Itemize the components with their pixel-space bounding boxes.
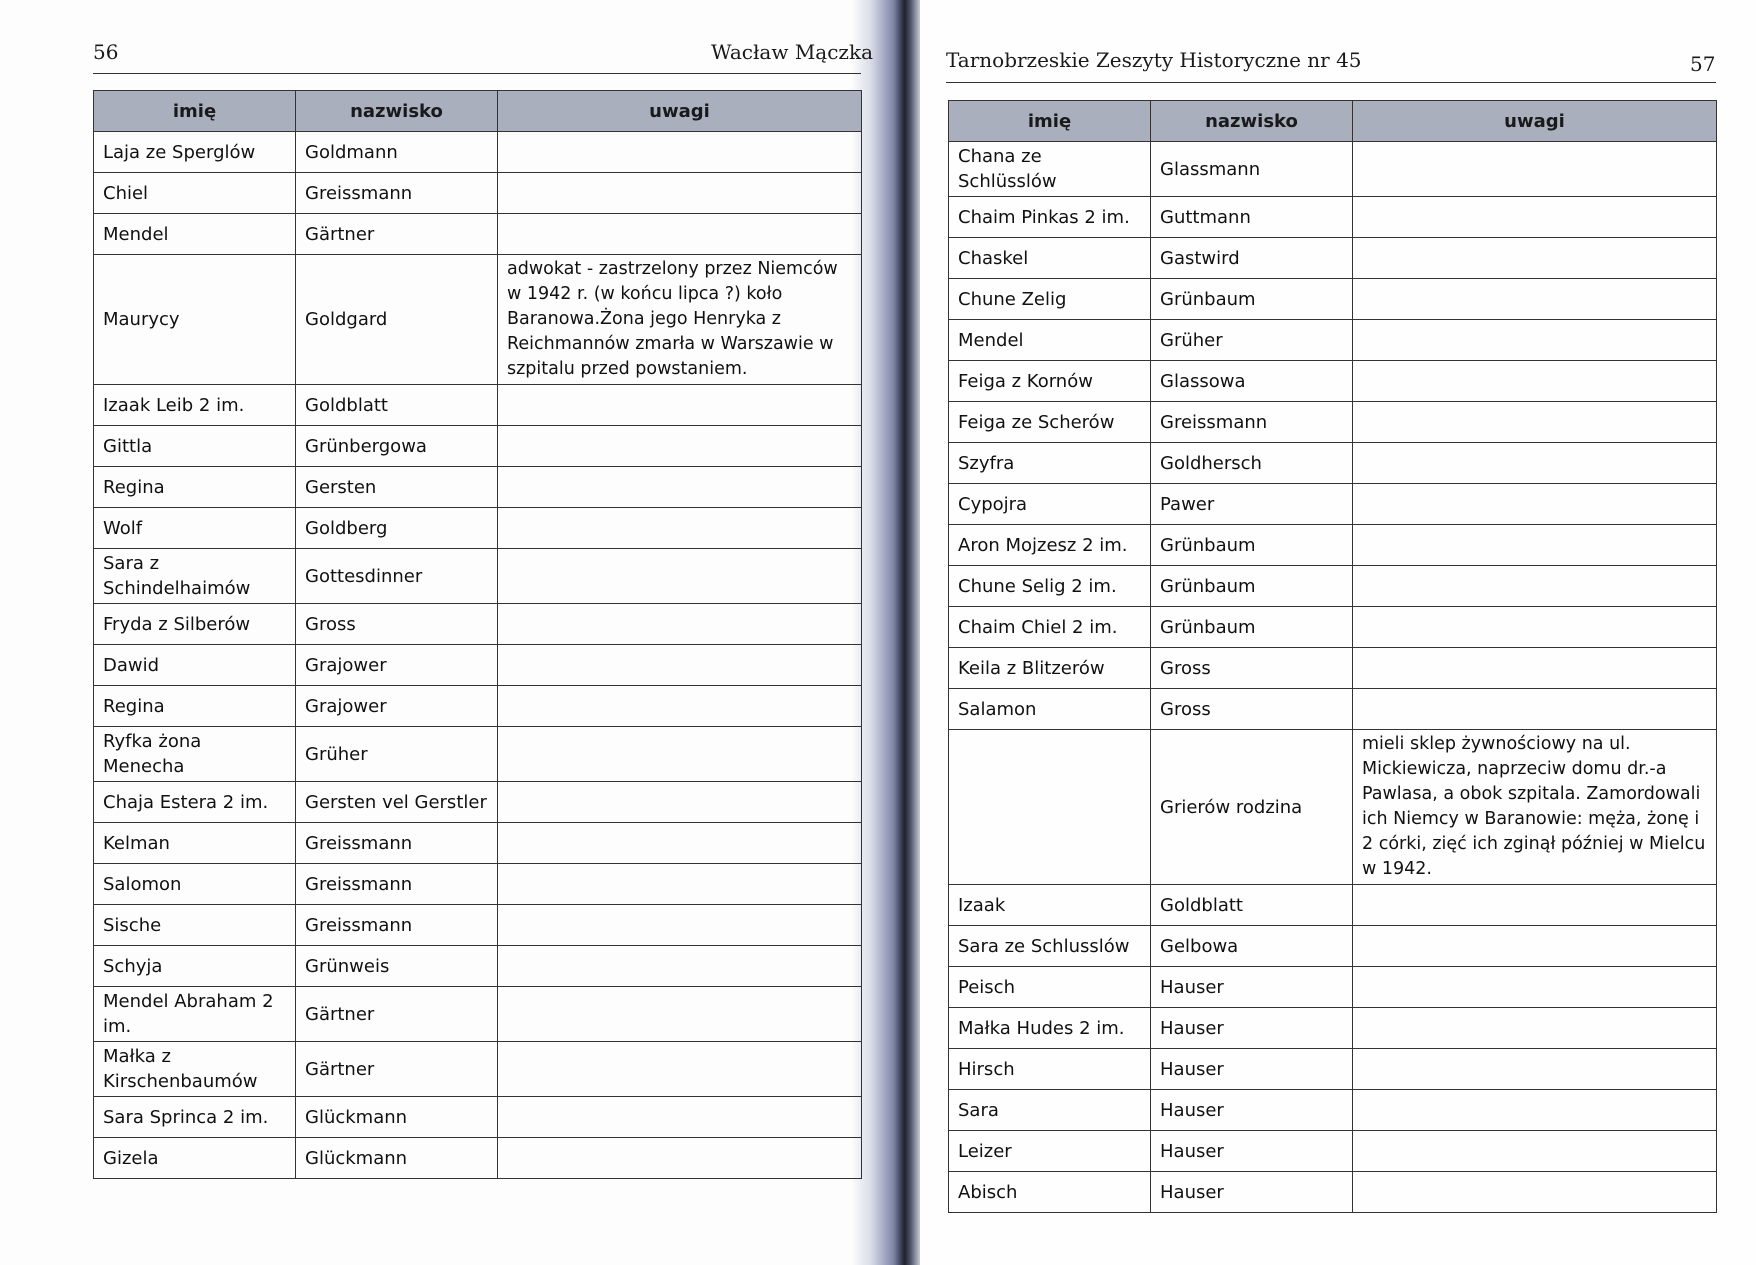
table-row xyxy=(94,727,862,782)
cell-notes xyxy=(498,946,862,987)
cell-first-name: Leizer xyxy=(949,1131,1151,1172)
cell-notes: adwokat - zastrzelony przez Niemców w 1942 r. (w końcu lipca ?) koło Baranowa.Żona jego Henryka z Reichmannów zmarła w Warszawie w szpitalu przed powstaniem. xyxy=(498,255,862,385)
cell-notes xyxy=(498,549,862,604)
table-row xyxy=(94,864,862,905)
cell-surname: Goldhersch xyxy=(1151,443,1353,484)
cell-first-name: Schyja xyxy=(94,946,296,987)
cell-surname: Goldberg xyxy=(296,508,498,549)
cell-first-name: Maurycy xyxy=(94,255,296,385)
header-first-name: imię xyxy=(94,91,296,132)
cell-first-name: Gizela xyxy=(94,1138,296,1179)
cell-first-name: Mendel xyxy=(94,214,296,255)
cell-surname: Hauser xyxy=(1151,1049,1353,1090)
cell-first-name: Abisch xyxy=(949,1172,1151,1213)
table-row xyxy=(949,443,1717,484)
table-row xyxy=(949,730,1717,885)
cell-notes xyxy=(1353,607,1717,648)
cell-surname: Glassowa xyxy=(1151,361,1353,402)
cell-first-name: Gittla xyxy=(94,426,296,467)
table-row xyxy=(94,1138,862,1179)
table-row xyxy=(94,905,862,946)
cell-notes xyxy=(1353,1131,1717,1172)
cell-notes xyxy=(498,905,862,946)
cell-first-name: Peisch xyxy=(949,967,1151,1008)
table-row xyxy=(94,1042,862,1097)
cell-notes xyxy=(498,385,862,426)
cell-first-name: Chaskel xyxy=(949,238,1151,279)
cell-notes xyxy=(498,686,862,727)
cell-surname: Greissmann xyxy=(296,905,498,946)
cell-surname: Greissmann xyxy=(1151,402,1353,443)
names-table-right xyxy=(948,100,1717,1213)
cell-notes xyxy=(498,727,862,782)
cell-notes xyxy=(498,1042,862,1097)
page-number-left: 56 xyxy=(93,40,119,64)
cell-first-name: Sische xyxy=(94,905,296,946)
cell-notes: mieli sklep żywnościowy na ul. Mickiewicza, naprzeciw domu dr.-a Pawlasa, a obok szpitala. Zamordowali ich Niemcy w Baranowie: męża, żonę i 2 córki, zięć ich zginął później w Mielcu w 1942. xyxy=(1353,730,1717,885)
table-row xyxy=(949,689,1717,730)
cell-surname: Gross xyxy=(296,604,498,645)
cell-surname: Gross xyxy=(1151,648,1353,689)
table-row xyxy=(94,214,862,255)
table-row xyxy=(949,1008,1717,1049)
table-row xyxy=(94,508,862,549)
cell-surname: Goldblatt xyxy=(1151,885,1353,926)
cell-surname: Goldmann xyxy=(296,132,498,173)
table-row xyxy=(949,197,1717,238)
table-row xyxy=(94,782,862,823)
cell-notes xyxy=(1353,443,1717,484)
cell-notes xyxy=(1353,320,1717,361)
table-row xyxy=(949,279,1717,320)
cell-first-name: Aron Mojzesz 2 im. xyxy=(949,525,1151,566)
cell-first-name: Mendel xyxy=(949,320,1151,361)
cell-notes xyxy=(1353,525,1717,566)
cell-first-name: Fryda z Silberów xyxy=(94,604,296,645)
cell-first-name: Ryfka żona Menecha xyxy=(94,727,296,782)
cell-notes xyxy=(1353,142,1717,197)
cell-first-name: Kelman xyxy=(94,823,296,864)
header-surname: nazwisko xyxy=(296,91,498,132)
cell-notes xyxy=(498,1097,862,1138)
cell-first-name: Sara ze Schlusslów xyxy=(949,926,1151,967)
cell-surname: Gastwird xyxy=(1151,238,1353,279)
cell-notes xyxy=(1353,926,1717,967)
table-row xyxy=(949,484,1717,525)
table-row xyxy=(949,142,1717,197)
cell-surname: Pawer xyxy=(1151,484,1353,525)
cell-surname: Guttmann xyxy=(1151,197,1353,238)
table-body-left xyxy=(94,132,862,1179)
cell-notes xyxy=(498,782,862,823)
table-row xyxy=(94,823,862,864)
cell-notes xyxy=(498,467,862,508)
cell-first-name: Izaak xyxy=(949,885,1151,926)
cell-surname: Grünbergowa xyxy=(296,426,498,467)
cell-surname: Gelbowa xyxy=(1151,926,1353,967)
cell-notes xyxy=(1353,967,1717,1008)
cell-surname: Grüher xyxy=(296,727,498,782)
cell-surname: Grüher xyxy=(1151,320,1353,361)
table-row xyxy=(94,426,862,467)
table-row xyxy=(94,549,862,604)
cell-notes xyxy=(1353,885,1717,926)
names-table-left xyxy=(93,90,862,1179)
cell-first-name: Sara z Schindelhaimów xyxy=(94,549,296,604)
cell-first-name: Mendel Abraham 2 im. xyxy=(94,987,296,1042)
cell-notes xyxy=(1353,279,1717,320)
cell-notes xyxy=(1353,1008,1717,1049)
cell-notes xyxy=(1353,566,1717,607)
cell-notes xyxy=(498,214,862,255)
table-row xyxy=(949,525,1717,566)
cell-surname: Gersten vel Gerstler xyxy=(296,782,498,823)
cell-notes xyxy=(1353,238,1717,279)
cell-first-name: Laja ze Sperglów xyxy=(94,132,296,173)
table-row xyxy=(94,946,862,987)
cell-notes xyxy=(1353,484,1717,525)
cell-first-name: Chune Selig 2 im. xyxy=(949,566,1151,607)
cell-surname: Glückmann xyxy=(296,1138,498,1179)
cell-surname: Gottesdinner xyxy=(296,549,498,604)
table-row xyxy=(94,132,862,173)
header-rule-right xyxy=(946,82,1716,83)
table-row xyxy=(949,402,1717,443)
header-notes: uwagi xyxy=(1353,101,1717,142)
cell-surname: Grünbaum xyxy=(1151,279,1353,320)
cell-notes xyxy=(498,173,862,214)
table-row xyxy=(949,320,1717,361)
table-row xyxy=(949,648,1717,689)
table-row xyxy=(949,1131,1717,1172)
cell-surname: Goldgard xyxy=(296,255,498,385)
cell-surname: Gersten xyxy=(296,467,498,508)
cell-first-name: Feiga ze Scherów xyxy=(949,402,1151,443)
cell-first-name: Keila z Blitzerów xyxy=(949,648,1151,689)
cell-notes xyxy=(1353,197,1717,238)
table-row xyxy=(94,173,862,214)
cell-surname: Grünbaum xyxy=(1151,566,1353,607)
table-row xyxy=(949,885,1717,926)
cell-notes xyxy=(1353,648,1717,689)
table-row xyxy=(949,967,1717,1008)
header-surname: nazwisko xyxy=(1151,101,1353,142)
table-row xyxy=(94,686,862,727)
table-row xyxy=(949,926,1717,967)
header-notes: uwagi xyxy=(498,91,862,132)
cell-surname: Greissmann xyxy=(296,864,498,905)
cell-first-name: Feiga z Kornów xyxy=(949,361,1151,402)
table-row xyxy=(94,385,862,426)
cell-first-name: Salamon xyxy=(949,689,1151,730)
cell-surname: Grierów rodzina xyxy=(1151,730,1353,885)
cell-first-name: Sara xyxy=(949,1090,1151,1131)
cell-surname: Hauser xyxy=(1151,1172,1353,1213)
cell-first-name: Regina xyxy=(94,686,296,727)
cell-surname: Gärtner xyxy=(296,1042,498,1097)
cell-surname: Gross xyxy=(1151,689,1353,730)
table-row xyxy=(949,1090,1717,1131)
cell-notes xyxy=(498,604,862,645)
cell-first-name: Chaim Pinkas 2 im. xyxy=(949,197,1151,238)
cell-surname: Goldblatt xyxy=(296,385,498,426)
table-row xyxy=(949,566,1717,607)
cell-notes xyxy=(1353,1172,1717,1213)
cell-first-name xyxy=(949,730,1151,885)
cell-first-name: Wolf xyxy=(94,508,296,549)
cell-notes xyxy=(498,1138,862,1179)
cell-notes xyxy=(498,987,862,1042)
table-row xyxy=(949,361,1717,402)
cell-surname: Grajower xyxy=(296,686,498,727)
table-row xyxy=(94,467,862,508)
cell-first-name: Dawid xyxy=(94,645,296,686)
cell-surname: Grajower xyxy=(296,645,498,686)
table-header-row xyxy=(949,101,1717,142)
cell-first-name: Małka Hudes 2 im. xyxy=(949,1008,1151,1049)
table-row xyxy=(949,1049,1717,1090)
running-head-right: Tarnobrzeskie Zeszyty Historyczne nr 45 xyxy=(946,48,1362,72)
cell-notes xyxy=(498,426,862,467)
cell-first-name: Chiel xyxy=(94,173,296,214)
table-row xyxy=(94,987,862,1042)
cell-surname: Glassmann xyxy=(1151,142,1353,197)
cell-surname: Greissmann xyxy=(296,173,498,214)
cell-surname: Hauser xyxy=(1151,1131,1353,1172)
cell-first-name: Hirsch xyxy=(949,1049,1151,1090)
cell-first-name: Chaja Estera 2 im. xyxy=(94,782,296,823)
table-row xyxy=(949,1172,1717,1213)
cell-first-name: Chaim Chiel 2 im. xyxy=(949,607,1151,648)
cell-first-name: Sara Sprinca 2 im. xyxy=(94,1097,296,1138)
cell-surname: Hauser xyxy=(1151,967,1353,1008)
cell-surname: Glückmann xyxy=(296,1097,498,1138)
cell-first-name: Szyfra xyxy=(949,443,1151,484)
cell-first-name: Chune Zelig xyxy=(949,279,1151,320)
cell-notes xyxy=(498,823,862,864)
table-row xyxy=(94,604,862,645)
running-head-left: Wacław Mączka xyxy=(711,40,874,64)
cell-notes xyxy=(1353,361,1717,402)
cell-surname: Grünweis xyxy=(296,946,498,987)
cell-first-name: Izaak Leib 2 im. xyxy=(94,385,296,426)
cell-notes xyxy=(498,508,862,549)
table-row xyxy=(949,238,1717,279)
cell-surname: Hauser xyxy=(1151,1008,1353,1049)
cell-surname: Gärtner xyxy=(296,987,498,1042)
cell-notes xyxy=(498,864,862,905)
cell-notes xyxy=(498,132,862,173)
table-row xyxy=(94,1097,862,1138)
cell-notes xyxy=(1353,402,1717,443)
page-number-right: 57 xyxy=(1690,52,1716,76)
header-rule-left xyxy=(93,73,861,74)
cell-surname: Greissmann xyxy=(296,823,498,864)
cell-surname: Grünbaum xyxy=(1151,525,1353,566)
cell-first-name: Cypojra xyxy=(949,484,1151,525)
table-row xyxy=(94,255,862,385)
table-body-right xyxy=(949,142,1717,1213)
cell-first-name: Małka z Kirschenbaumów xyxy=(94,1042,296,1097)
table-row xyxy=(94,645,862,686)
cell-surname: Grünbaum xyxy=(1151,607,1353,648)
cell-first-name: Chana ze Schlüsslów xyxy=(949,142,1151,197)
cell-notes xyxy=(1353,1090,1717,1131)
cell-notes xyxy=(1353,689,1717,730)
cell-first-name: Regina xyxy=(94,467,296,508)
header-first-name: imię xyxy=(949,101,1151,142)
cell-notes xyxy=(1353,1049,1717,1090)
cell-notes xyxy=(498,645,862,686)
cell-first-name: Salomon xyxy=(94,864,296,905)
table-header-row xyxy=(94,91,862,132)
cell-surname: Hauser xyxy=(1151,1090,1353,1131)
cell-surname: Gärtner xyxy=(296,214,498,255)
table-row xyxy=(949,607,1717,648)
